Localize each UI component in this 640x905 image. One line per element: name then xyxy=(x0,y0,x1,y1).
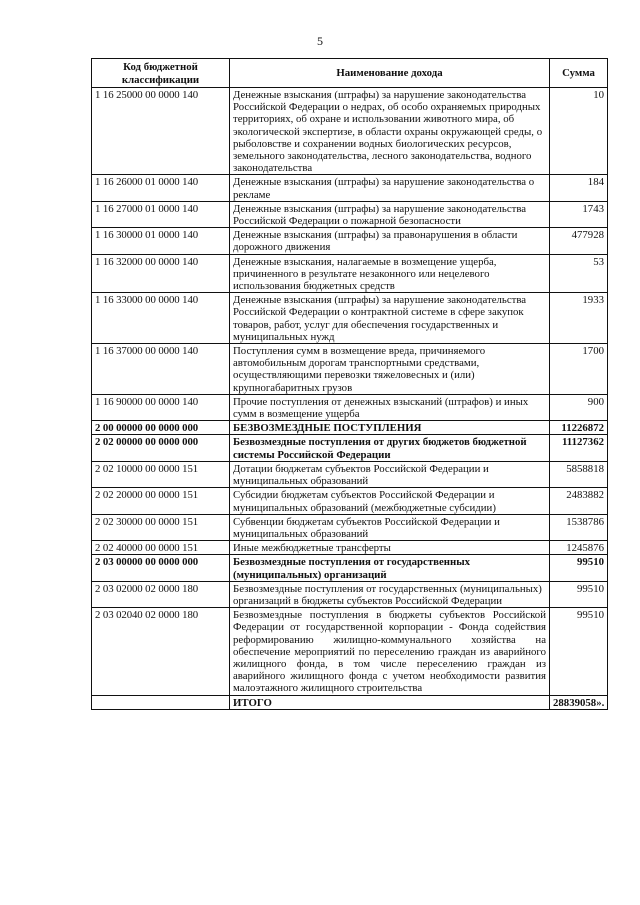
table-row xyxy=(92,608,608,695)
row-amount: 1700 xyxy=(550,344,608,395)
row-amount: 99510 xyxy=(550,608,608,695)
row-code: 1 16 37000 00 0000 140 xyxy=(92,344,230,395)
row-code: 1 16 27000 01 0000 140 xyxy=(92,201,230,227)
table-row xyxy=(92,461,608,487)
table-body xyxy=(92,88,608,696)
header-amount: Сумма xyxy=(550,59,608,88)
row-amount: 1245876 xyxy=(550,541,608,555)
table-row xyxy=(92,228,608,254)
row-name: Денежные взыскания, налагаемые в возмещение ущерба, причиненного в результате незаконного или нецелевого использования бюджетных средств xyxy=(230,254,550,293)
row-code: 1 16 32000 00 0000 140 xyxy=(92,254,230,293)
row-name: Иные межбюджетные трансферты xyxy=(230,541,550,555)
total-amount: 28839058». xyxy=(550,695,608,709)
table-row xyxy=(92,488,608,514)
row-name: Денежные взыскания (штрафы) за нарушение законодательства Российской Федерации о пожарной безопасности xyxy=(230,201,550,227)
table-row xyxy=(92,581,608,607)
row-code: 1 16 26000 01 0000 140 xyxy=(92,175,230,201)
row-code: 2 03 02000 02 0000 180 xyxy=(92,581,230,607)
table-row xyxy=(92,541,608,555)
row-code: 1 16 90000 00 0000 140 xyxy=(92,394,230,420)
total-code xyxy=(92,695,230,709)
row-amount: 10 xyxy=(550,88,608,175)
row-code: 1 16 33000 00 0000 140 xyxy=(92,293,230,344)
row-name: Денежные взыскания (штрафы) за нарушение законодательства о рекламе xyxy=(230,175,550,201)
table-row xyxy=(92,555,608,581)
row-name: Денежные взыскания (штрафы) за правонарушения в области дорожного движения xyxy=(230,228,550,254)
table-row xyxy=(92,293,608,344)
table-row xyxy=(92,421,608,435)
page-number: 5 xyxy=(317,34,323,48)
row-amount: 99510 xyxy=(550,555,608,581)
row-name: Субвенции бюджетам субъектов Российской Федерации и муниципальных образований xyxy=(230,514,550,540)
row-code: 1 16 30000 01 0000 140 xyxy=(92,228,230,254)
row-code: 2 02 10000 00 0000 151 xyxy=(92,461,230,487)
row-name: Безвозмездные поступления от государственных (муниципальных) организаций в бюджеты субъектов Российской Федерации xyxy=(230,581,550,607)
table-row xyxy=(92,435,608,461)
row-amount: 477928 xyxy=(550,228,608,254)
total-row xyxy=(92,695,608,709)
row-code: 1 16 25000 00 0000 140 xyxy=(92,88,230,175)
row-amount: 53 xyxy=(550,254,608,293)
table-row xyxy=(92,394,608,420)
row-amount: 2483882 xyxy=(550,488,608,514)
row-code: 2 02 40000 00 0000 151 xyxy=(92,541,230,555)
budget-revenue-table xyxy=(91,58,608,710)
table-header-row xyxy=(92,59,608,88)
row-amount: 1743 xyxy=(550,201,608,227)
row-code: 2 00 00000 00 0000 000 xyxy=(92,421,230,435)
table-row xyxy=(92,175,608,201)
row-code: 2 03 00000 00 0000 000 xyxy=(92,555,230,581)
row-code: 2 02 30000 00 0000 151 xyxy=(92,514,230,540)
row-amount: 184 xyxy=(550,175,608,201)
table-row xyxy=(92,88,608,175)
row-name: Денежные взыскания (штрафы) за нарушение законодательства Российской Федерации о контрактной системе в сфере закупок товаров, работ, услуг для обеспечения государственных и муниципальных нужд xyxy=(230,293,550,344)
row-code: 2 02 00000 00 0000 000 xyxy=(92,435,230,461)
header-name: Наименование дохода xyxy=(230,59,550,88)
row-code: 2 03 02040 02 0000 180 xyxy=(92,608,230,695)
header-code: Код бюджетной классификации xyxy=(92,59,230,88)
row-amount: 1538786 xyxy=(550,514,608,540)
row-amount: 900 xyxy=(550,394,608,420)
row-amount: 11226872 xyxy=(550,421,608,435)
row-name: БЕЗВОЗМЕЗДНЫЕ ПОСТУПЛЕНИЯ xyxy=(230,421,550,435)
row-amount: 11127362 xyxy=(550,435,608,461)
row-name: Безвозмездные поступления в бюджеты субъектов Российской Федерации от государственной корпорации - Фонда содействия реформированию жилищно-коммунального хозяйства на обеспечение мероприятий по переселению граждан из аварийного жилищного фонда, в том числе переселению граждан из аварийного жилищного фонда с учетом необходимости развития малоэтажного жилищного строительства xyxy=(230,608,550,695)
row-amount: 1933 xyxy=(550,293,608,344)
row-name: Безвозмездные поступления от других бюджетов бюджетной системы Российской Федерации xyxy=(230,435,550,461)
row-amount: 99510 xyxy=(550,581,608,607)
row-name: Дотации бюджетам субъектов Российской Федерации и муниципальных образований xyxy=(230,461,550,487)
table-row xyxy=(92,254,608,293)
row-name: Субсидии бюджетам субъектов Российской Федерации и муниципальных образований (межбюджетные субсидии) xyxy=(230,488,550,514)
table-row xyxy=(92,344,608,395)
table-row xyxy=(92,201,608,227)
total-label: ИТОГО xyxy=(230,695,550,709)
row-name: Денежные взыскания (штрафы) за нарушение законодательства Российской Федерации о недрах, об особо охраняемых природных территориях, об охране и использовании животного мира, об экологической экспертизе, в области охраны окружающей среды, о рыболовстве и сохранении водных биологических ресурсов, земельного законодательства, лесного законодательства, водного законодательства xyxy=(230,88,550,175)
row-code: 2 02 20000 00 0000 151 xyxy=(92,488,230,514)
row-name: Поступления сумм в возмещение вреда, причиняемого автомобильным дорогам транспортными средствами, осуществляющими перевозки тяжеловесных и (или) крупногабаритных грузов xyxy=(230,344,550,395)
row-name: Безвозмездные поступления от государственных (муниципальных) организаций xyxy=(230,555,550,581)
row-name: Прочие поступления от денежных взысканий (штрафов) и иных сумм в возмещение ущерба xyxy=(230,394,550,420)
table-row xyxy=(92,514,608,540)
row-amount: 5858818 xyxy=(550,461,608,487)
